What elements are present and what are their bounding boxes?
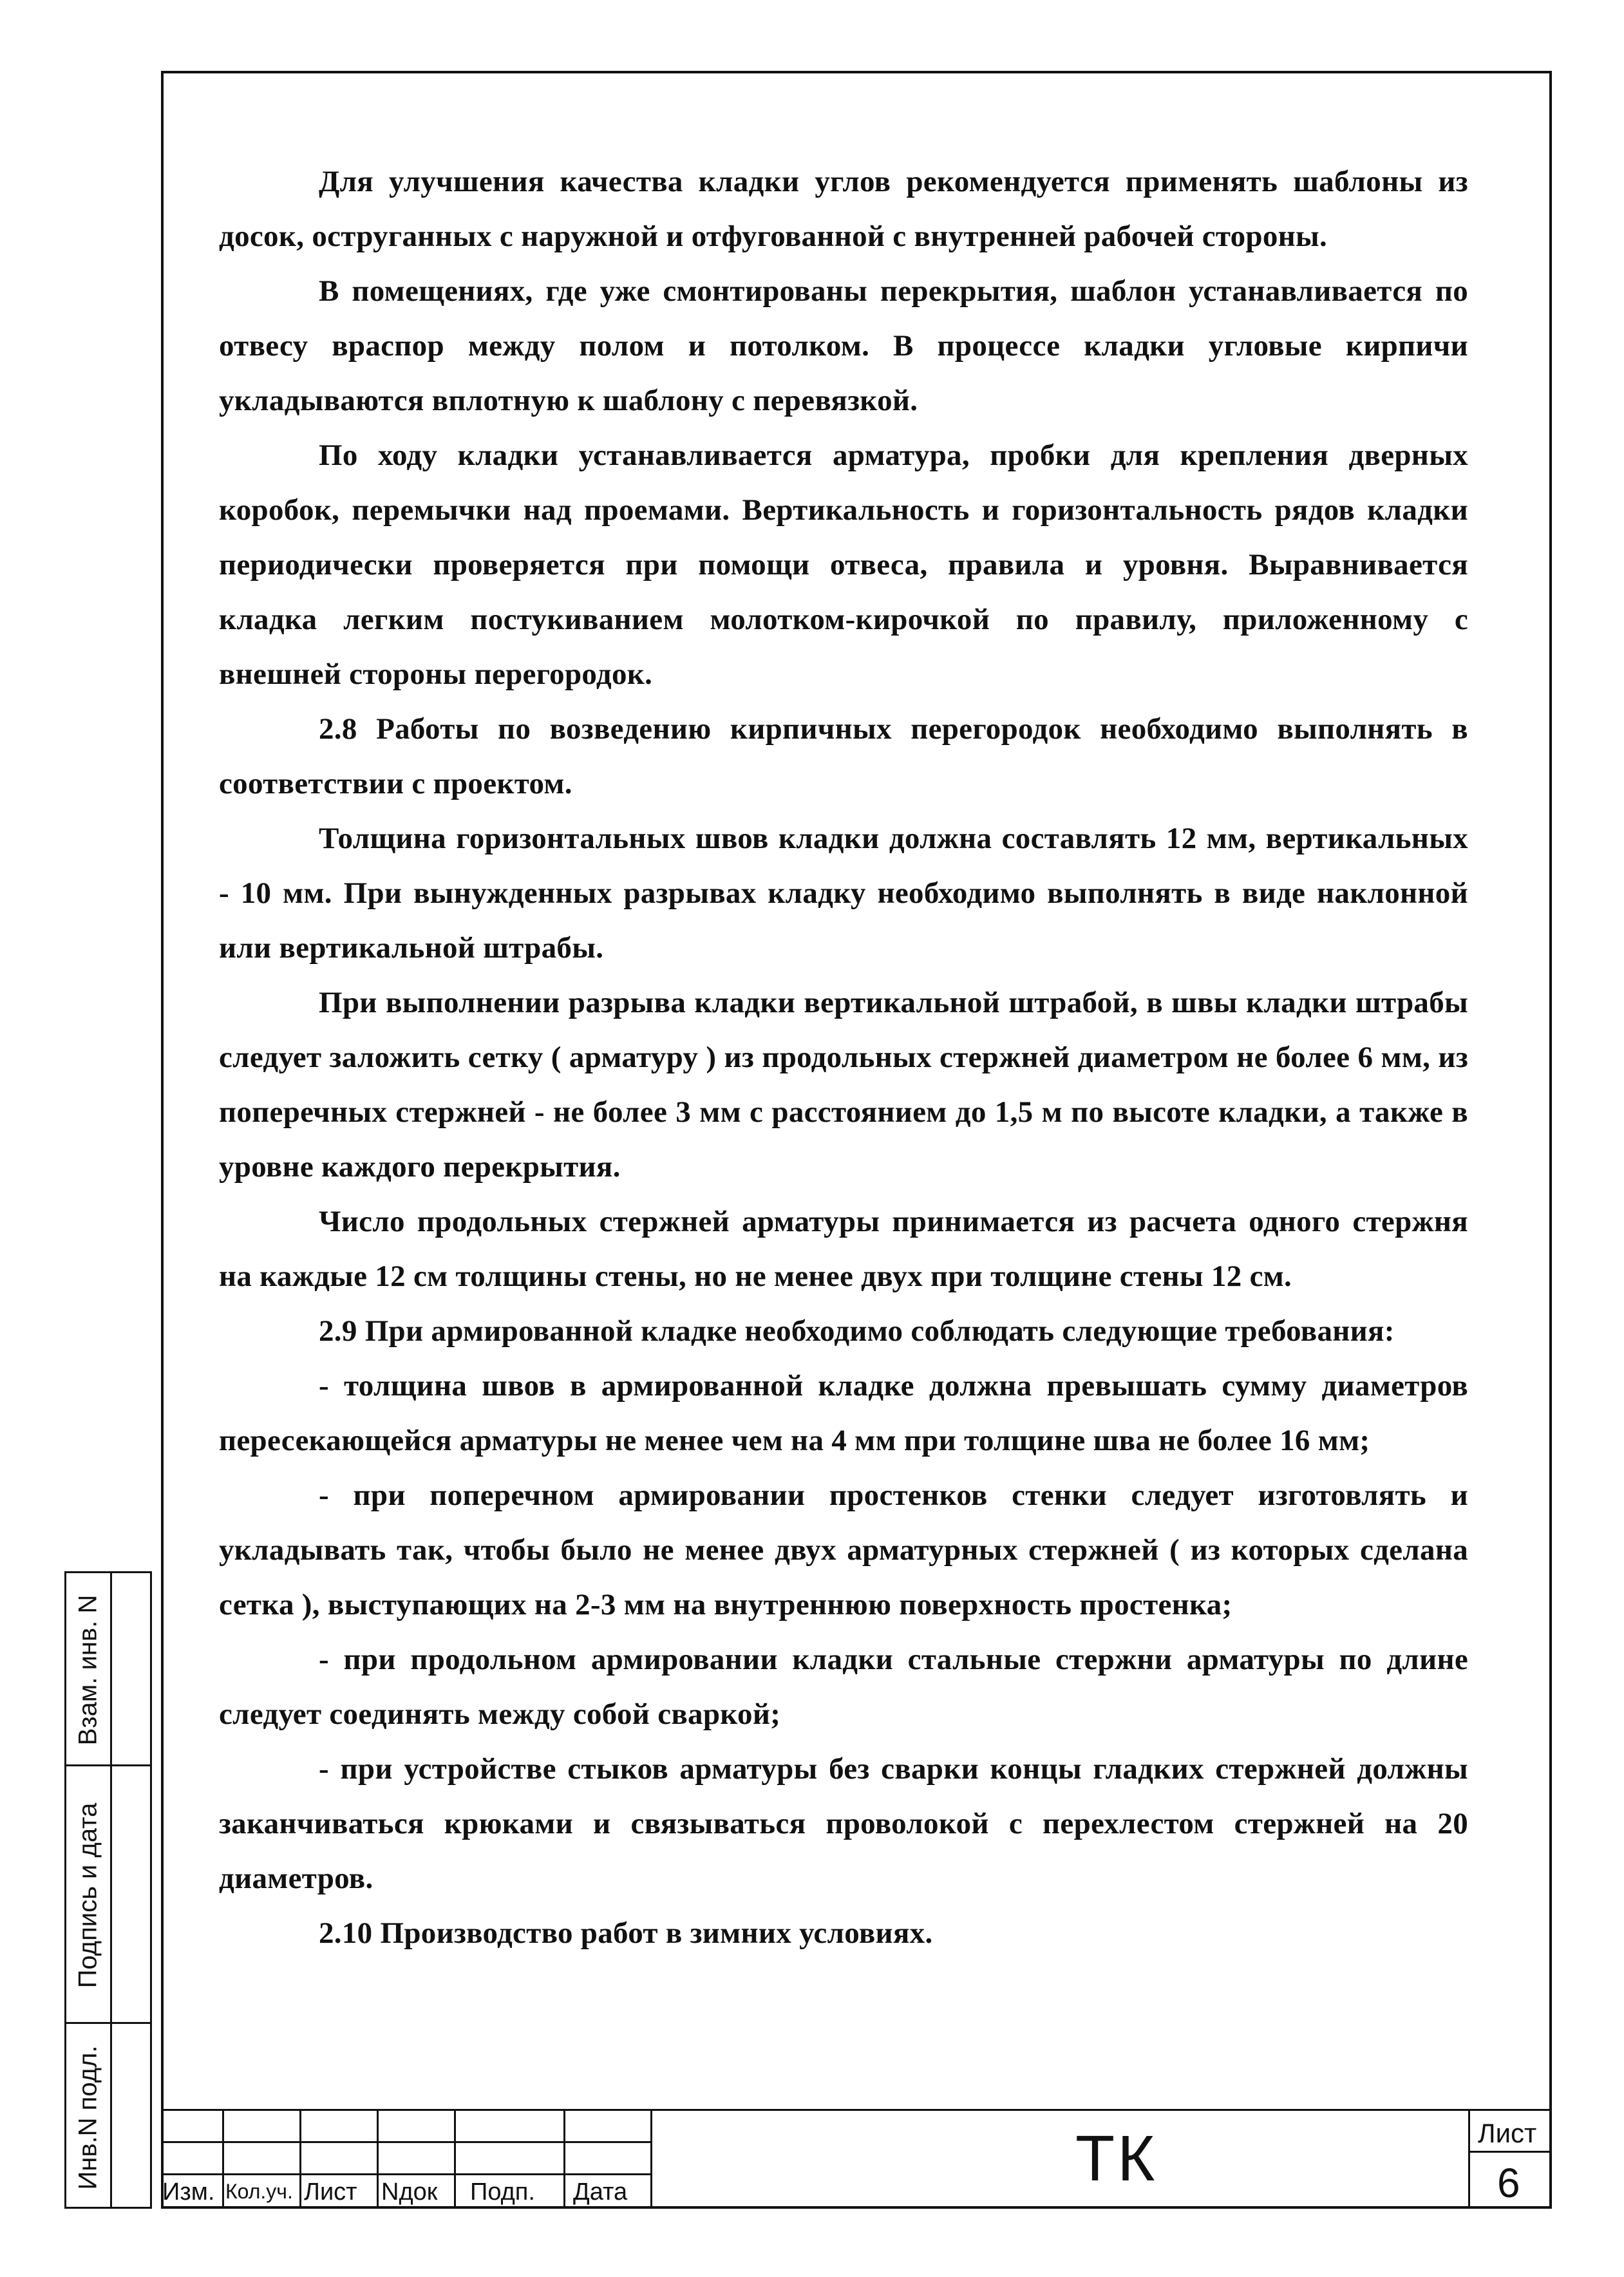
stamp-col-4 xyxy=(454,2109,456,2209)
stamp-col-2 xyxy=(299,2109,301,2209)
paragraph-11: - при продольном армировании кладки стальные стержни арматуры по длине следует соединять между собой сваркой; xyxy=(219,1643,1468,1731)
stamp-line-sheet xyxy=(1468,2151,1552,2153)
stamp-label-list: Лист xyxy=(304,2178,357,2206)
paragraph-7: Число продольных стержней арматуры принимается из расчета одного стержня на каждые 12 см толщины стены, но не менее двух при толщине стены 12 см. xyxy=(219,1205,1468,1293)
paragraph-4: 2.8 Работы по возведению кирпичных перегородок необходимо выполнять в соответствии с проектом. xyxy=(219,712,1468,800)
side-signature-strip xyxy=(64,1571,152,2209)
stamp-col-6 xyxy=(650,2109,652,2209)
stamp-label-izm: Изм. xyxy=(162,2178,215,2206)
stamp-col-3 xyxy=(377,2109,379,2209)
stamp-line-top xyxy=(161,2109,1552,2111)
stamp-sheet-label: Лист xyxy=(1478,2118,1537,2148)
paragraph-8: 2.9 При армированной кладке необходимо соблюдать следующие требования: xyxy=(319,1314,1395,1348)
stamp-line-row2 xyxy=(161,2173,650,2175)
stamp-col-1 xyxy=(222,2109,224,2209)
document-code: ТК xyxy=(1075,2122,1158,2195)
stamp-col-7 xyxy=(1468,2109,1470,2209)
side-label-signature-date: Подпись и дата xyxy=(73,1802,102,1988)
paragraph-12: - при устройстве стыков арматуры без сварки концы гладких стержней должны заканчиваться крюками и связываться проволокой с перехлестом стержней на 20 диаметров. xyxy=(219,1752,1468,1895)
stamp-label-podp: Подп. xyxy=(470,2178,535,2206)
paragraph-9: - толщина швов в армированной кладке должна превышать сумму диаметров пересекающейся арматуры не менее чем на 4 мм при толщине шва не более 16 мм; xyxy=(219,1369,1468,1457)
document-body xyxy=(219,155,1468,1961)
stamp-col-5 xyxy=(563,2109,565,2209)
side-label-inv-podl: Инв.N подл. xyxy=(73,2045,102,2190)
paragraph-1: Для улучшения качества кладки углов рекомендуется применять шаблоны из досок, оструганных с наружной и отфугованной с внутренней рабочей стороны. xyxy=(219,165,1468,253)
stamp-line-row1 xyxy=(161,2141,650,2143)
stamp-label-n-dok: Nдок xyxy=(381,2178,438,2206)
paragraph-13: 2.10 Производство работ в зимних условиях. xyxy=(319,1916,933,1950)
paragraph-3: По ходу кладки устанавливается арматура, пробки для крепления дверных коробок, перемычки над проемами. Вертикальность и горизонтальность рядов кладки периодически проверяется при помощи отвеса, правила и уровня. Выравнивается кладка легким постукиванием молотком-кирочкой по правилу, приложенному с внешней стороны перегородок. xyxy=(219,439,1468,691)
title-block xyxy=(161,2109,1552,2209)
paragraph-6: При выполнении разрыва кладки вертикальной штрабой, в швы кладки штрабы следует заложить сетку ( арматуру ) из продольных стержней диаметром не более 6 мм, из поперечных стержней - не более 3 мм с расстоянием до 1,5 м по высоте кладки, а также в уровне каждого перекрытия. xyxy=(219,986,1468,1184)
side-label-inv-zam: Взам. инв. N xyxy=(73,1594,102,1745)
paragraph-10: - при поперечном армировании простенков стенки следует изготовлять и укладывать так, чтобы было не менее двух арматурных стержней ( из которых сделана сетка ), выступающих на 2-3 мм на внутреннюю поверхность простенка; xyxy=(219,1479,1468,1621)
stamp-label-kol-uch: Кол.уч. xyxy=(225,2180,293,2203)
paragraph-2: В помещениях, где уже смонтированы перекрытия, шаблон устанавливается по отвесу враспор между полом и потолком. В процессе кладки угловые кирпичи укладываются вплотную к шаблону с перевязкой. xyxy=(219,274,1468,417)
paragraph-5: Толщина горизонтальных швов кладки должна составлять 12 мм, вертикальных - 10 мм. При вынужденных разрывах кладку необходимо выполнять в виде наклонной или вертикальной штрабы. xyxy=(219,822,1468,965)
sheet-number: 6 xyxy=(1497,2160,1520,2206)
stamp-label-data: Дата xyxy=(573,2178,628,2206)
